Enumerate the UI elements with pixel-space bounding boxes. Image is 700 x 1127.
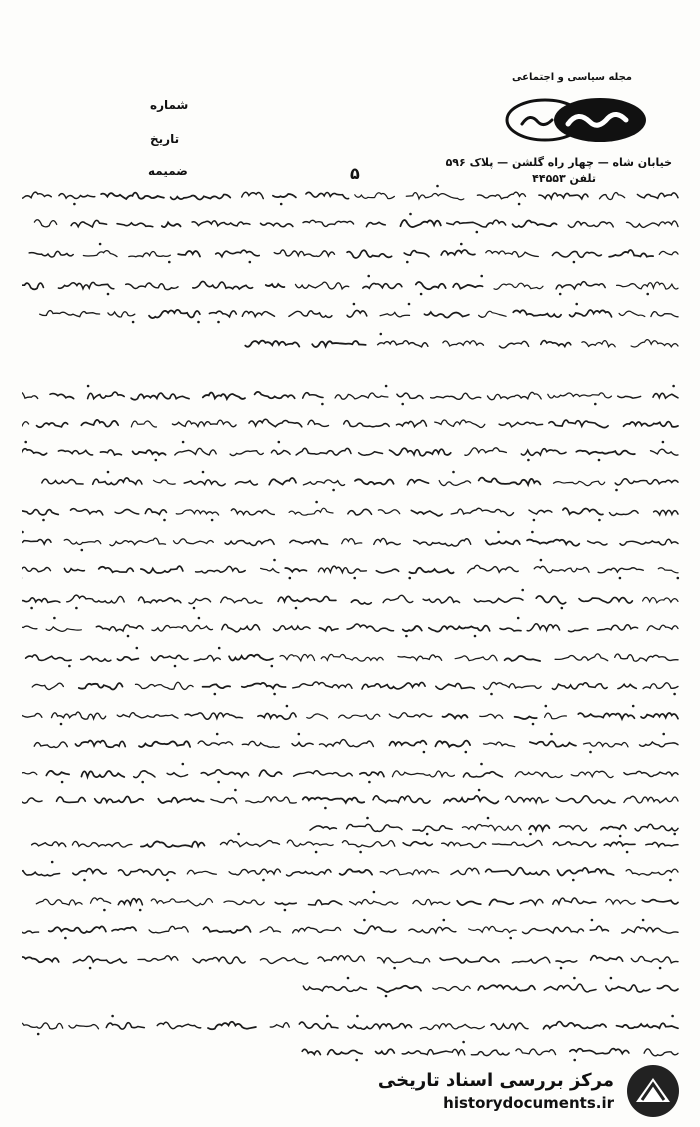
handwritten-line <box>22 1012 682 1038</box>
handwritten-line <box>22 702 682 728</box>
handwritten-line <box>22 528 682 554</box>
handwritten-line <box>22 586 682 612</box>
handwritten-line <box>22 182 682 208</box>
handwritten-line <box>22 974 682 1000</box>
handwritten-line <box>22 760 682 786</box>
handwritten-line <box>22 916 682 942</box>
handwritten-line <box>22 498 682 524</box>
handwritten-line <box>22 786 682 812</box>
attachment-label: ضمیمه <box>148 164 188 178</box>
handwritten-line <box>22 210 682 236</box>
handwritten-line <box>22 410 682 436</box>
archive-website: historydocuments.ir <box>443 1094 614 1112</box>
handwritten-line <box>22 330 682 356</box>
handwritten-line <box>22 240 682 266</box>
handwritten-line <box>22 468 682 494</box>
date-label: تاریخ <box>150 132 180 146</box>
letterhead-logo <box>500 72 650 154</box>
letterhead-address: خیابان شاه — چهار راه گلشن — پلاک ۵۹۶ <box>445 156 672 169</box>
handwritten-line <box>22 888 682 914</box>
handwritten-line <box>22 644 682 670</box>
handwritten-line <box>22 1038 682 1064</box>
logo-oval-icon <box>500 94 650 146</box>
handwritten-line <box>22 614 682 640</box>
handwritten-line <box>22 438 682 464</box>
handwritten-line <box>22 300 682 326</box>
handwritten-line <box>22 382 682 408</box>
handwritten-line <box>22 830 682 856</box>
letterhead-phone: تلفن ۴۴۵۵۳ <box>532 172 596 185</box>
handwritten-line <box>22 672 682 698</box>
archive-org-name: مرکز بررسی اسناد تاریخی <box>377 1070 614 1091</box>
handwritten-line <box>22 272 682 298</box>
page-number: ۵ <box>350 164 360 183</box>
archive-logo-icon <box>620 1062 686 1120</box>
handwritten-line <box>22 730 682 756</box>
handwritten-line <box>22 858 682 884</box>
handwritten-body <box>22 182 682 1052</box>
handwritten-line <box>22 556 682 582</box>
handwritten-line <box>22 946 682 972</box>
letterhead-tagline: مجله سیاسی و اجتماعی <box>512 72 632 83</box>
number-label: شماره <box>150 98 189 112</box>
